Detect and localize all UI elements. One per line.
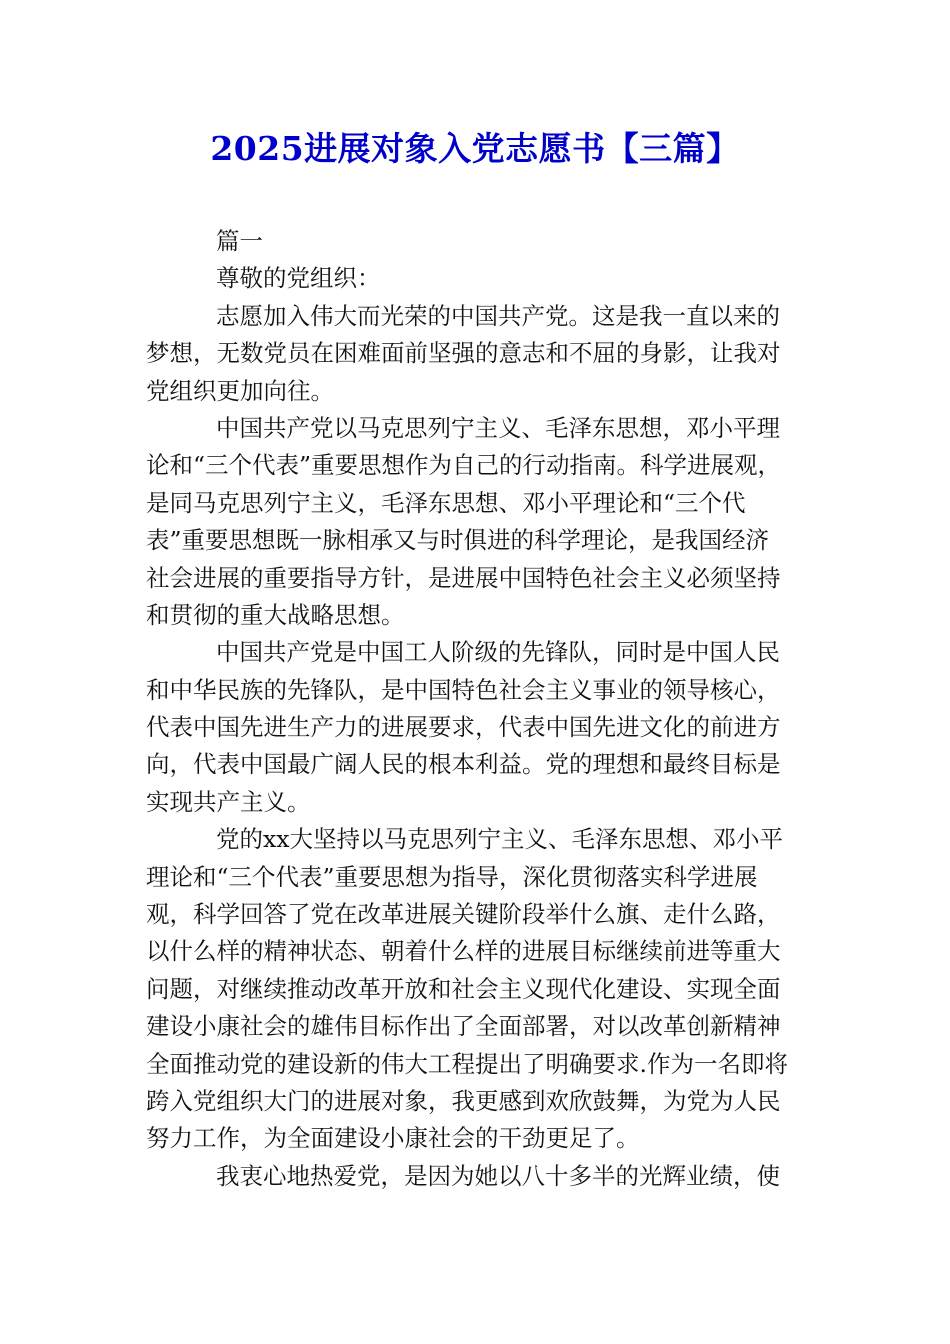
body-line: 党的xx大坚持以马克思列宁主义、毛泽东思想、邓小平: [216, 825, 784, 854]
body-line: 社会进展的重要指导方针，是进展中国特色社会主义必须坚持: [146, 563, 781, 592]
body-line: 建设小康社会的雄伟目标作出了全面部署，对以改革创新精神: [146, 1012, 781, 1041]
body-line: 尊敬的党组织：: [216, 264, 381, 293]
body-line: 以什么样的精神状态、朝着什么样的进展目标继续前进等重大: [146, 937, 781, 966]
body-line: 志愿加入伟大而光荣的中国共产党。这是我一直以来的: [216, 301, 780, 330]
body-line: 和中华民族的先锋队，是中国特色社会主义事业的领导核心，: [146, 675, 781, 704]
document-body: [146, 223, 806, 1195]
body-line: 观，科学回答了党在改革进展关键阶段举什么旗、走什么路，: [146, 900, 781, 929]
body-line: 表”重要思想既一脉相承又与时俱进的科学理论，是我国经济: [146, 526, 770, 555]
body-line: 努力工作，为全面建设小康社会的干劲更足了。: [146, 1124, 640, 1153]
document-title: 2025进展对象入党志愿书【三篇】: [210, 129, 740, 168]
body-line: 是同马克思列宁主义，毛泽东思想、邓小平理论和“三个代: [146, 488, 746, 517]
body-line: 问题，对继续推动改革开放和社会主义现代化建设、实现全面: [146, 974, 781, 1003]
body-line: 梦想，无数党员在困难面前坚强的意志和不屈的身影，让我对: [146, 339, 781, 368]
body-line: 论和“三个代表”重要思想作为自己的行动指南。科学进展观，: [146, 451, 782, 480]
body-line: 跨入党组织大门的进展对象，我更感到欢欣鼓舞，为党为人民: [146, 1086, 781, 1115]
body-line: 党组织更加向往。: [146, 376, 334, 405]
body-line: 和贯彻的重大战略思想。: [146, 600, 405, 629]
body-line: 向，代表中国最广阔人民的根本利益。党的理想和最终目标是: [146, 750, 781, 779]
body-line: 全面推动党的建设新的伟大工程提出了明确要求.作为一名即将: [146, 1049, 788, 1078]
body-line: 理论和“三个代表”重要思想为指导，深化贯彻落实科学进展: [146, 862, 758, 891]
body-line: 我衷心地热爱党，是因为她以八十多半的光辉业绩，使: [216, 1161, 780, 1190]
body-line: 中国共产党以马克思列宁主义、毛泽东思想，邓小平理: [216, 413, 780, 442]
body-line: 代表中国先进生产力的进展要求，代表中国先进文化的前进方: [146, 713, 781, 742]
body-line: 中国共产党是中国工人阶级的先锋队，同时是中国人民: [216, 638, 780, 667]
body-line: 实现共产主义。: [146, 787, 311, 816]
body-line: 篇一: [216, 227, 263, 255]
